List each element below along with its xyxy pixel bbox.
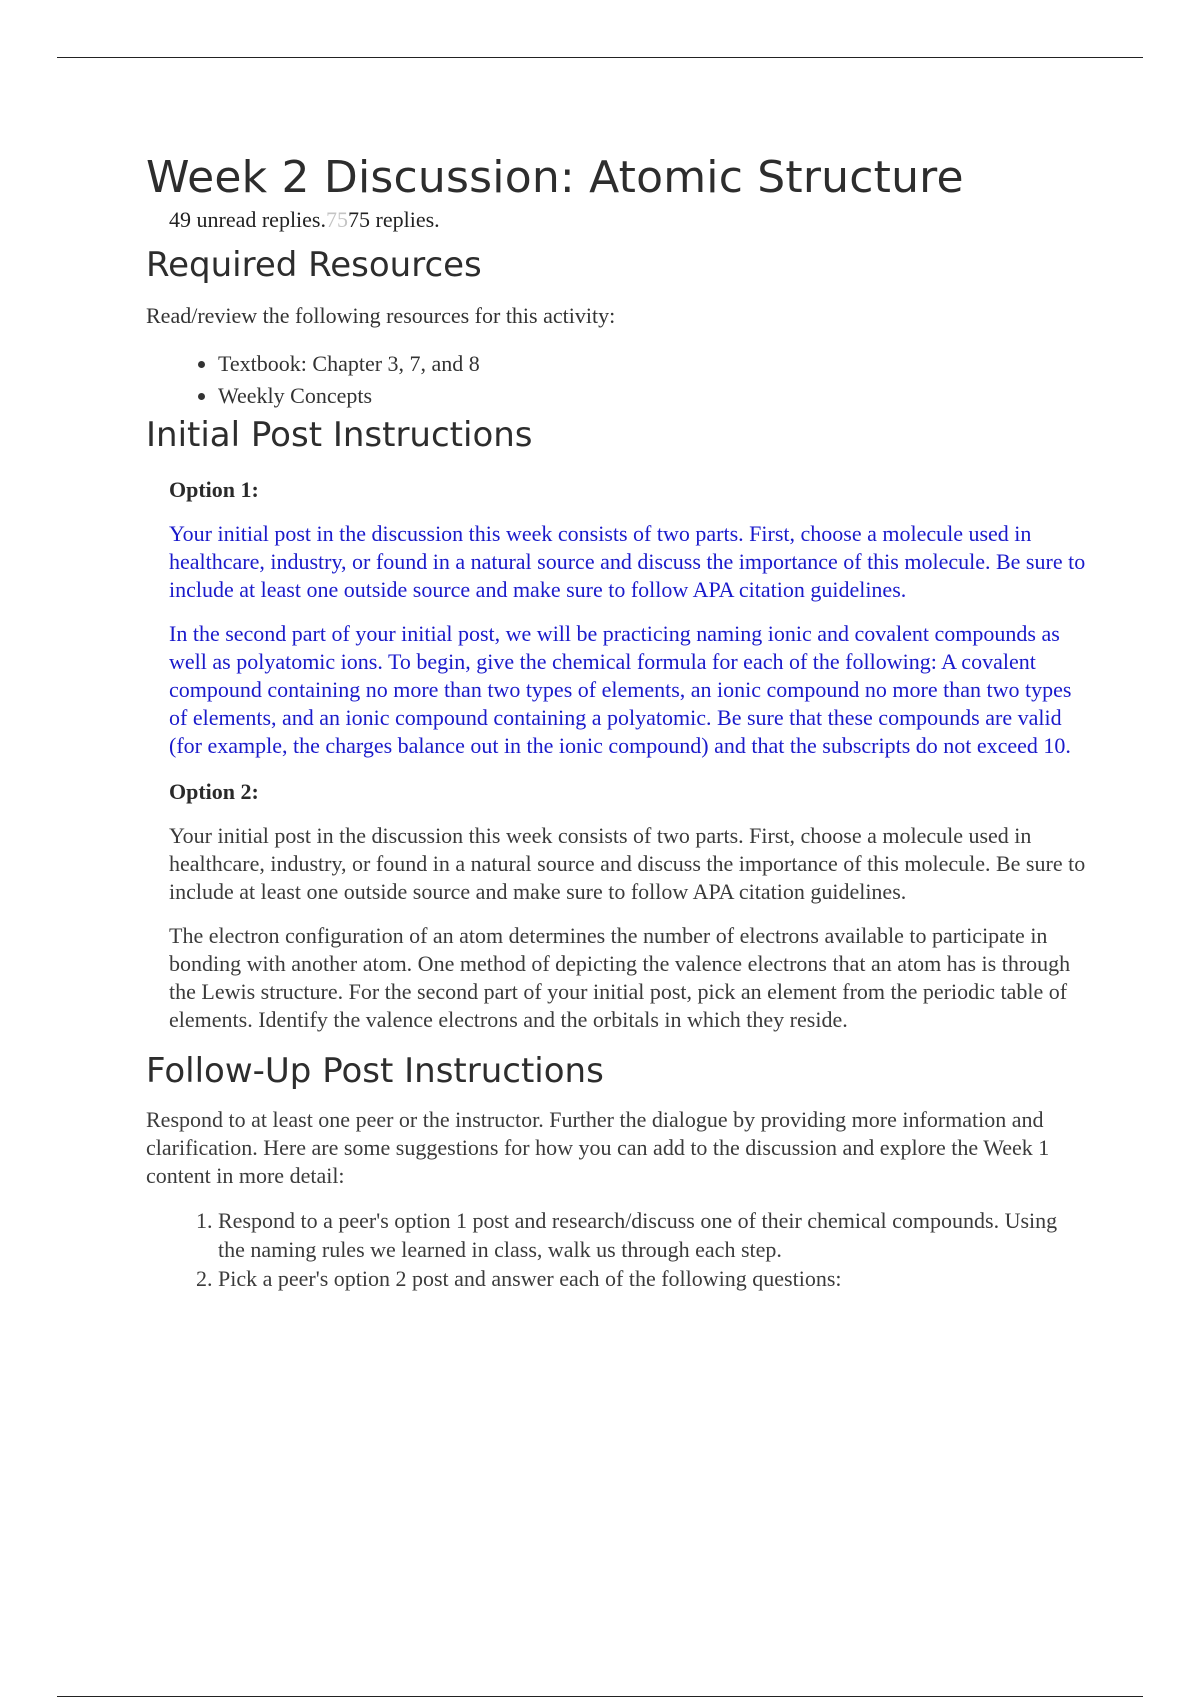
resources-list: [146, 348, 1086, 412]
follow-up-heading: Follow-Up Post Instructions: [146, 1051, 604, 1091]
follow-up-step-1: 1. Respond to a peer's option 1 post and research/discuss one of their chemical compounds. Using the naming rules we learned in class, walk us through each step.: [218, 1206, 1086, 1264]
initial-post-heading: Initial Post Instructions: [146, 415, 533, 455]
option-2-paragraph-2: The electron configuration of an atom determines the number of electrons available to participate in bonding with another atom. One method of depicting the valence electrons that an atom has is through the Lewis structure. For the second part of your initial post, pick an element from the periodic table of elements. Identify the valence electrons and the orbitals in which they reside.: [169, 923, 1071, 1032]
option-1-paragraph-2: In the second part of your initial post, we will be practicing naming ionic and covalent compounds as well as polyatomic ions. To begin, give the chemical formula for each of the following: A covalent compound containing no more than two types of elements, an ionic compound no more than two types of elements, and an ionic compound containing a polyatomic. Be sure that these compounds are valid (for example, the charges balance out in the ionic compound) and that the subscripts do not exceed 10.: [169, 621, 1072, 758]
resource-item-textbook: • Textbook: Chapter 3, 7, and 8: [218, 348, 1086, 380]
reply-counts: [169, 206, 1086, 234]
option-1-label: Option 1:: [169, 477, 259, 502]
option-1-paragraph-1: Your initial post in the discussion this week consists of two parts. First, choose a molecule used in healthcare, industry, or found in a natural source and discuss the importance of this molecule. Be sure to include at least one outside source and make sure to follow APA citation guidelines.: [169, 521, 1086, 602]
resources-intro: Read/review the following resources for this activity:: [146, 303, 616, 328]
document-body: [146, 150, 1086, 1293]
page-title: Week 2 Discussion: Atomic Structure: [146, 152, 964, 203]
follow-up-steps: [146, 1206, 1086, 1293]
initial-post-options: [169, 476, 1086, 1034]
reply-count-mark: 75: [326, 207, 348, 232]
option-2-paragraph-1: Your initial post in the discussion this week consists of two parts. First, choose a molecule used in healthcare, industry, or found in a natural source and discuss the importance of this molecule. Be sure to include at least one outside source and make sure to follow APA citation guidelines.: [169, 823, 1086, 904]
top-rule: [57, 57, 1143, 58]
resource-item-weekly-concepts: • Weekly Concepts: [218, 380, 1086, 412]
unread-replies[interactable]: 49 unread replies.: [169, 207, 326, 232]
total-replies[interactable]: 75 replies.: [348, 207, 440, 232]
required-resources-heading: Required Resources: [146, 245, 482, 285]
follow-up-intro: Respond to at least one peer or the instructor. Further the dialogue by providing more information and clarification. Here are some suggestions for how you can add to the discussion and explore the Week 1 content in more detail:: [146, 1107, 1050, 1188]
bottom-rule: [57, 1696, 1143, 1697]
follow-up-step-2: 2. Pick a peer's option 2 post and answer each of the following questions:: [218, 1264, 1086, 1293]
option-2-label: Option 2:: [169, 779, 259, 804]
